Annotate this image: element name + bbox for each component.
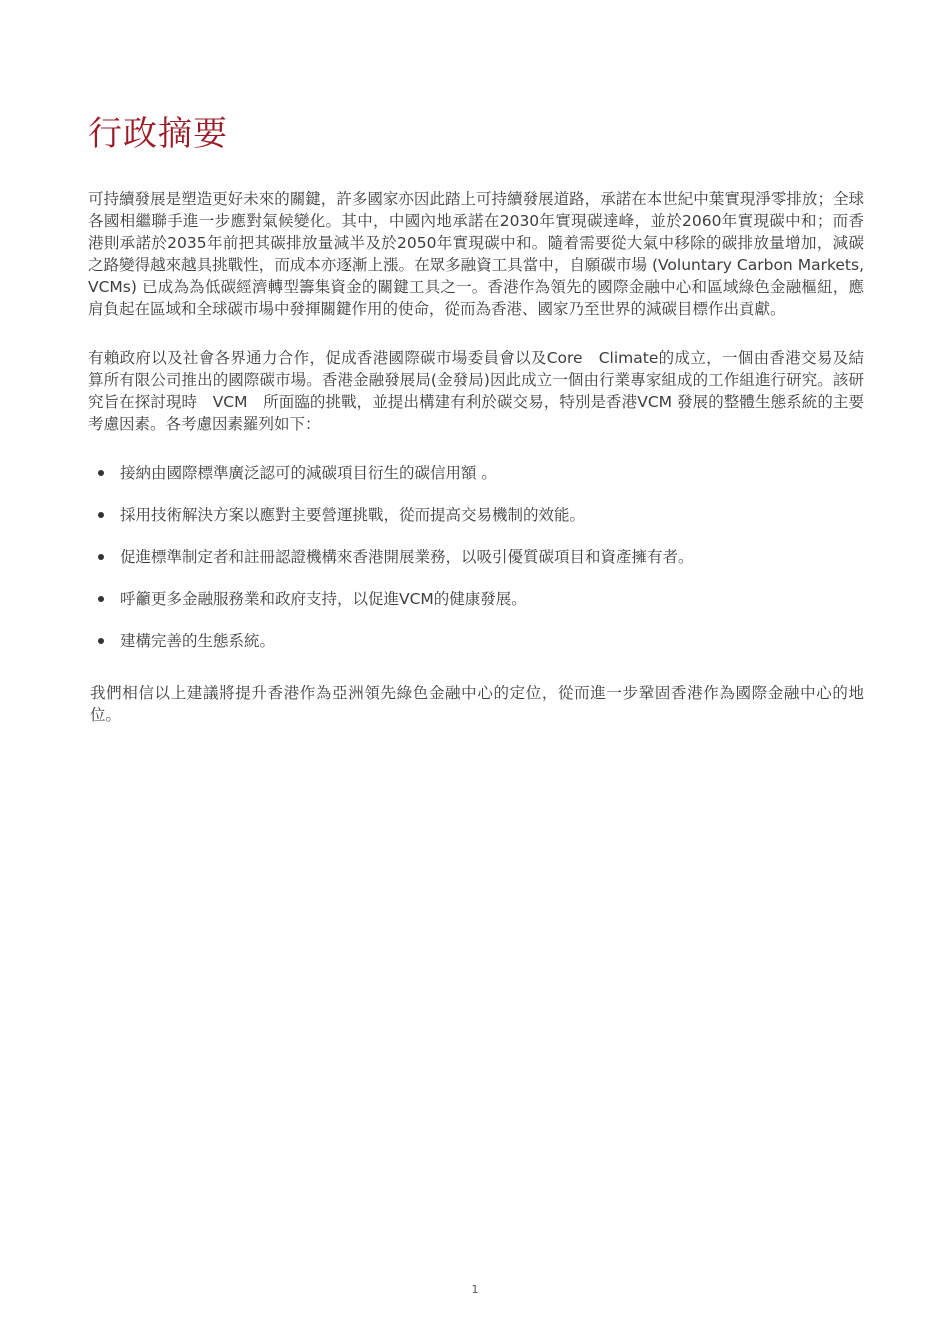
- list-item-text: 呼籲更多金融服務業和政府支持，以促進VCM的健康發展。: [120, 590, 527, 608]
- paragraph-background: 有賴政府以及社會各界通力合作，促成香港國際碳市場委員會以及Core Climate的成立，一個由香港交易及結算所有限公司推出的國際碳市場。香港金融發展局(金發局)因此成立一個由行業專家組成的工作組進行研究。該研究旨在探討現時 VCM 所面臨的挑戰，並提出構建有利於碳交易，特別是香港VCM 發展的整體生態系統的主要考慮因素。各考慮因素羅列如下：: [88, 349, 864, 433]
- list-item: [88, 462, 864, 504]
- list-item-text: 接納由國際標準廣泛認可的減碳項目衍生的碳信用額 。: [120, 464, 497, 482]
- bullet-icon: [98, 512, 104, 518]
- list-item: [88, 546, 864, 588]
- list-item: [88, 504, 864, 546]
- list-item: [88, 630, 864, 672]
- bullet-icon: [98, 554, 104, 560]
- bullet-icon: [98, 470, 104, 476]
- paragraph-conclusion: 我們相信以上建議將提升香港作為亞洲領先綠色金融中心的定位，從而進一步鞏固香港作為國際金融中心的地位。: [90, 684, 864, 724]
- document-body: [88, 188, 864, 726]
- page-title: 行政摘要: [88, 114, 228, 154]
- bullet-icon: [98, 596, 104, 602]
- list-item-text: 建構完善的生態系統。: [120, 632, 276, 650]
- list-item: [88, 588, 864, 630]
- list-item-text: 採用技術解決方案以應對主要營運挑戰，從而提高交易機制的效能。: [120, 506, 586, 524]
- paragraph-intro: 可持續發展是塑造更好未來的關鍵，許多國家亦因此踏上可持續發展道路，承諾在本世紀中葉實現淨零排放；全球各國相繼聯手進一步應對氣候變化。其中，中國內地承諾在2030年實現碳達峰，並於2060年實現碳中和；而香港則承諾於2035年前把其碳排放量減半及於2050年實現碳中和。隨着需要從大氣中移除的碳排放量增加，減碳之路變得越來越具挑戰性，而成本亦逐漸上漲。在眾多融資工具當中，自願碳市場 (Voluntary Carbon Markets, VCMs) 已成為為低碳經濟轉型籌集資金的關鍵工具之一。香港作為領先的國際金融中心和區域綠色金融樞紐，應肩負起在區域和全球碳市場中發揮關鍵作用的使命，從而為香港、國家乃至世界的減碳目標作出貢獻。: [88, 190, 864, 318]
- list-item-text: 促進標準制定者和註冊認證機構來香港開展業務，以吸引優質碳項目和資產擁有者。: [120, 548, 694, 566]
- considerations-list: [88, 462, 864, 672]
- page-number: 1: [471, 1283, 479, 1296]
- bullet-icon: [98, 638, 104, 644]
